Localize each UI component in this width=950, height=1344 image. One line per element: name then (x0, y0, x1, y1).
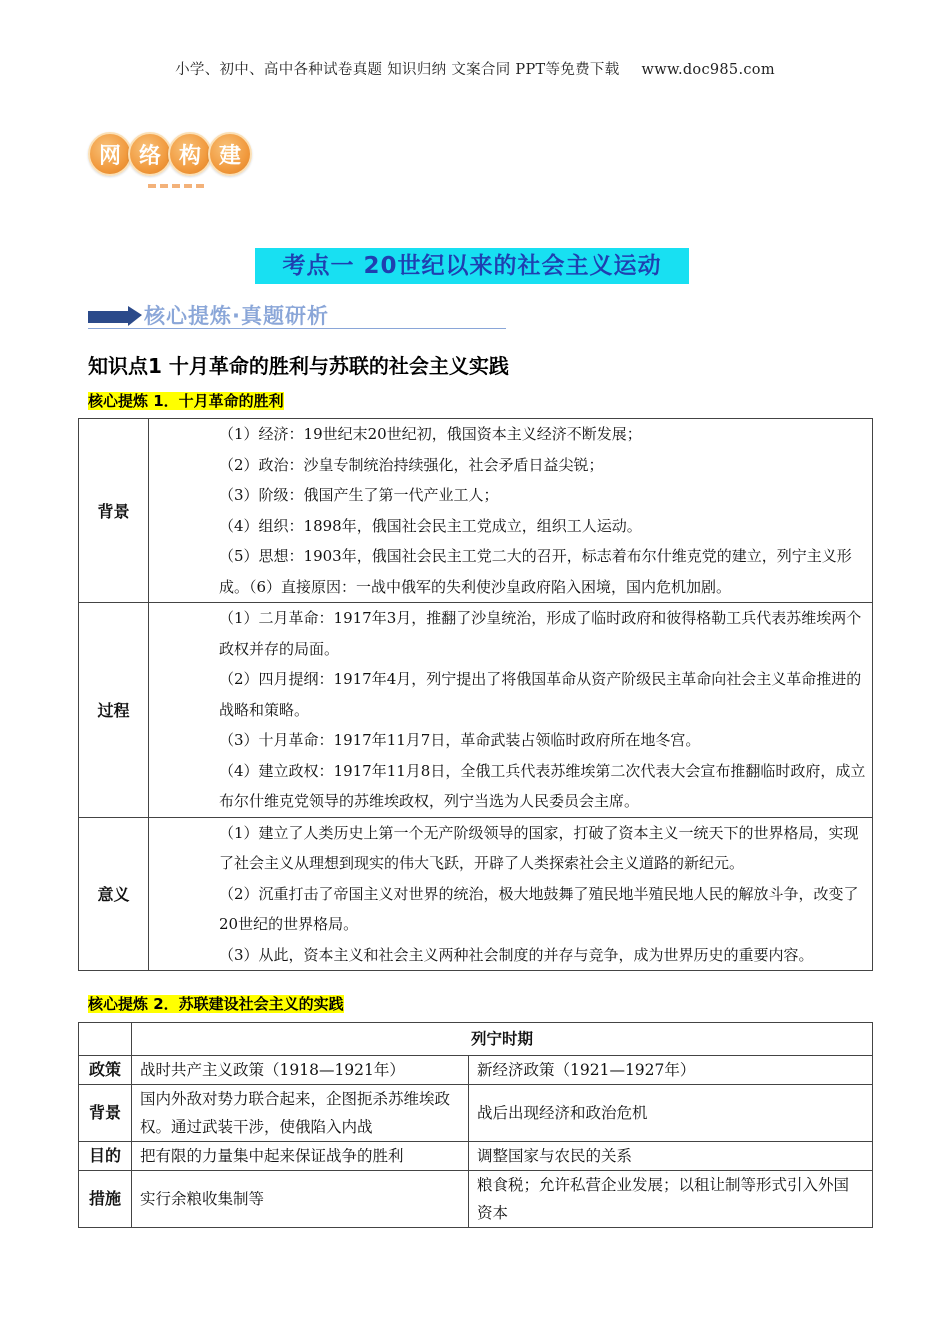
banner-underline (88, 328, 506, 329)
logo-underline (148, 184, 208, 188)
banner-text: 核心提炼·真题研析 (144, 304, 329, 328)
banner-bar (88, 311, 128, 323)
logo-char: 构 (168, 132, 212, 176)
row-line: （3）十月革命：1917年11月7日，革命武装占领临时政府所在地冬宫。 (219, 731, 701, 749)
row-line: （3）阶级：俄国产生了第一代产业工人； (219, 486, 499, 504)
row-line: （2）沉重打击了帝国主义对世界的统治，极大地鼓舞了殖民地半殖民地人民的解放斗争，改变了20世纪的世界格局。 (219, 884, 859, 933)
row-head: 意义 (79, 817, 149, 971)
table-row (79, 1023, 873, 1056)
section-banner (88, 300, 508, 332)
cell-left: 实行余粮收集制等 (132, 1171, 469, 1228)
core-label-2 (88, 993, 344, 1014)
core-label-title: 十月革命的胜利 (178, 392, 284, 410)
soviet-practice-table (78, 1022, 873, 1228)
page-header (0, 58, 950, 79)
table-row (79, 603, 873, 818)
table-row (79, 1142, 873, 1171)
network-logo (88, 132, 258, 190)
cell-right: 调整国家与农民的关系 (469, 1142, 873, 1171)
core-label-title: 苏联建设社会主义的实践 (178, 995, 344, 1013)
table-row (79, 817, 873, 971)
row-body (149, 419, 873, 603)
row-line: （1）建立了人类历史上第一个无产阶级领导的国家，打破了资本主义一统天下的世界格局，实现了社会主义从理想到现实的伟大飞跃，开辟了人类探索社会主义道路的新纪元。 (219, 823, 859, 872)
cell-right: 新经济政策（1921—1927年） (469, 1056, 873, 1085)
row-line: （2）政治：沙皇专制统治持续强化，社会矛盾日益尖锐； (219, 455, 604, 474)
row-body (149, 603, 873, 818)
row-head: 过程 (79, 603, 149, 818)
row-line: （2）四月提纲：1917年4月，列宁提出了将俄国革命从资产阶级民主革命向社会主义革命推进的战略和策略。 (219, 670, 862, 719)
october-revolution-table (78, 418, 873, 971)
row-line: （1）二月革命：1917年3月，推翻了沙皇统治，形成了临时政府和彼得格勒工兵代表苏维埃两个政权并存的局面。 (219, 609, 862, 658)
table-row (79, 419, 873, 603)
cell-left: 把有限的力量集中起来保证战争的胜利 (132, 1142, 469, 1171)
cell-left: 战时共产主义政策（1918—1921年） (132, 1056, 469, 1085)
row-body (149, 817, 873, 971)
row-line: （3）从此，资本主义和社会主义两种社会制度的并存与竞争，成为世界历史的重要内容。 (219, 945, 814, 964)
cell-left: 国内外敌对势力联合起来，企图扼杀苏维埃政权。通过武装干涉，使俄陷入内战 (132, 1085, 469, 1142)
cell-right: 战后出现经济和政治危机 (469, 1085, 873, 1142)
topic-title: 考点一 20世纪以来的社会主义运动 (255, 248, 689, 284)
table-row (79, 1056, 873, 1085)
header-text: 小学、初中、高中各种试卷真题 知识归纳 文案合同 PPT等免费下载 (175, 62, 620, 78)
period-header: 列宁时期 (132, 1023, 873, 1056)
row-head: 背景 (79, 419, 149, 603)
knowledge-point-title: 知识点1 十月革命的胜利与苏联的社会主义实践 (88, 354, 509, 378)
table-row (79, 1171, 873, 1228)
table-row (79, 1085, 873, 1142)
corner-cell (79, 1023, 132, 1056)
logo-char: 网 (88, 132, 132, 176)
row-head: 目的 (79, 1142, 132, 1171)
row-head: 政策 (79, 1056, 132, 1085)
logo-char: 建 (208, 132, 252, 176)
row-line: （1）经济：19世纪末20世纪初，俄国资本主义经济不断发展； (219, 425, 642, 443)
row-head: 背景 (79, 1085, 132, 1142)
row-head: 措施 (79, 1171, 132, 1228)
core-label-1 (88, 390, 284, 411)
row-line: （4）建立政权：1917年11月8日，全俄工兵代表苏维埃第二次代表大会宣布推翻临时政府，成立布尔什维克党领导的苏维埃政权，列宁当选为人民委员会主席。 (219, 761, 866, 810)
row-line: （4）组织：1898年，俄国社会民主工党成立，组织工人运动。 (219, 516, 642, 535)
core-label-prefix: 核心提炼 1． (88, 392, 179, 410)
row-line: （5）思想：1903年，俄国社会民主工党二大的召开，标志着布尔什维克党的建立，列宁主义形成。（6）直接原因：一战中俄军的失利使沙皇政府陷入困境，国内危机加剧。 (219, 547, 852, 596)
logo-char: 络 (128, 132, 172, 176)
banner-arrow (128, 306, 142, 326)
core-label-prefix: 核心提炼 2． (88, 995, 179, 1013)
header-url[interactable]: www.doc985.com (641, 62, 775, 78)
cell-right: 粮食税；允许私营企业发展；以租让制等形式引入外国资本 (469, 1171, 873, 1228)
